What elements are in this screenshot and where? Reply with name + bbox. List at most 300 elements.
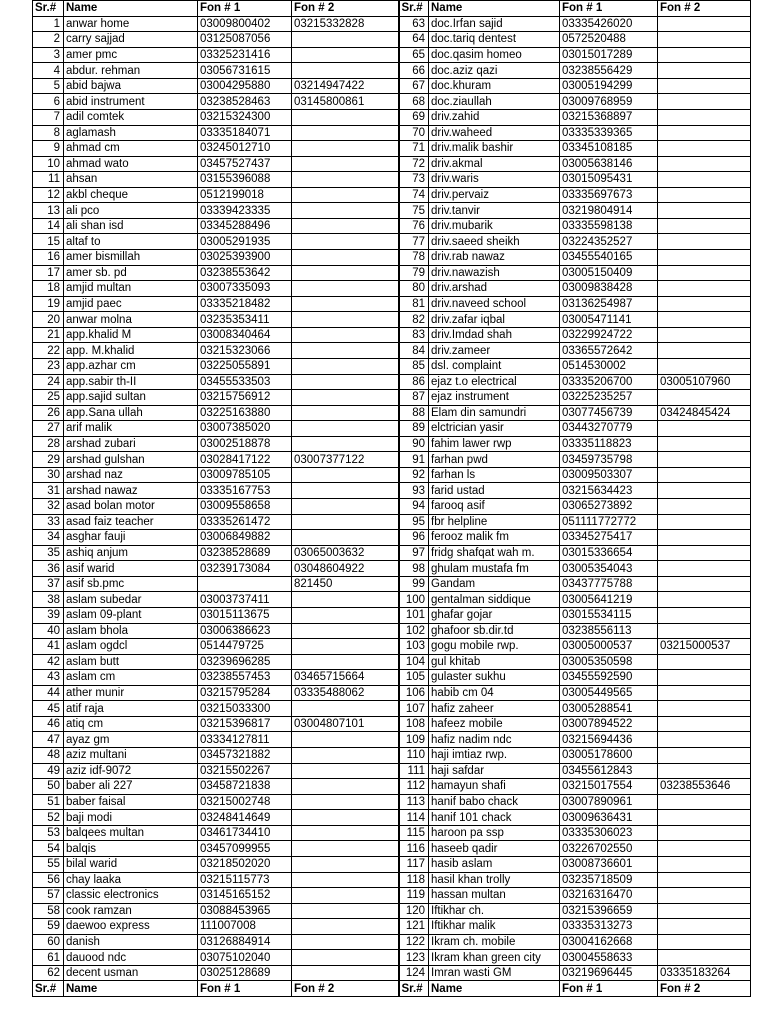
phone-2	[658, 514, 751, 530]
phone-2	[658, 390, 751, 406]
contact-name: hasib aslam	[429, 856, 560, 872]
phone-1: 03335118823	[560, 436, 658, 452]
serial-number: 86	[399, 374, 429, 390]
serial-number: 85	[399, 358, 429, 374]
table-row	[33, 172, 751, 188]
contact-name: baji modi	[64, 810, 198, 826]
table-row	[33, 141, 751, 157]
phone-2	[292, 748, 399, 764]
serial-number: 111	[399, 763, 429, 779]
header-sr-left: Sr.#	[33, 1, 64, 17]
contact-name: anwar home	[64, 16, 198, 32]
table-row	[33, 685, 751, 701]
contact-name: app.Sana ullah	[64, 405, 198, 421]
serial-number: 57	[33, 888, 64, 904]
phone-2	[658, 78, 751, 94]
phone-1: 03335313273	[560, 919, 658, 935]
table-row	[33, 841, 751, 857]
serial-number: 123	[399, 950, 429, 966]
serial-number: 48	[33, 748, 64, 764]
phone-1: 03007894522	[560, 716, 658, 732]
contact-name: arshad zubari	[64, 436, 198, 452]
phone-1: 03009785105	[198, 467, 292, 483]
phone-2	[658, 888, 751, 904]
contact-name: driv.waris	[429, 172, 560, 188]
contact-name: chay laaka	[64, 872, 198, 888]
phone-2	[658, 203, 751, 219]
phone-2	[658, 872, 751, 888]
contact-name: ferooz malik fm	[429, 530, 560, 546]
serial-number: 69	[399, 109, 429, 125]
table-row	[33, 716, 751, 732]
contact-name: decent usman	[64, 965, 198, 981]
phone-1: 03225235257	[560, 390, 658, 406]
table-row	[33, 109, 751, 125]
serial-number: 118	[399, 872, 429, 888]
contact-name: aslam subedar	[64, 592, 198, 608]
table-row	[33, 312, 751, 328]
serial-number: 24	[33, 374, 64, 390]
table-row	[33, 63, 751, 79]
phone-1: 03005150409	[560, 265, 658, 281]
serial-number: 108	[399, 716, 429, 732]
contact-name: arif malik	[64, 421, 198, 437]
phone-2	[658, 125, 751, 141]
phone-1: 03005194299	[560, 78, 658, 94]
phone-2	[292, 872, 399, 888]
phone-1: 03008340464	[198, 327, 292, 343]
contact-name: daewoo express	[64, 919, 198, 935]
serial-number: 91	[399, 452, 429, 468]
table-row	[33, 965, 751, 981]
contact-name: hanif 101 chack	[429, 810, 560, 826]
phone-2	[292, 281, 399, 297]
serial-number: 81	[399, 296, 429, 312]
serial-number: 60	[33, 934, 64, 950]
phone-1: 03457527437	[198, 156, 292, 172]
phone-1: 03334127811	[198, 732, 292, 748]
phone-2	[658, 312, 751, 328]
serial-number: 50	[33, 779, 64, 795]
contact-name: ahmad cm	[64, 141, 198, 157]
table-row	[33, 390, 751, 406]
table-row	[33, 483, 751, 499]
contact-name: akbl cheque	[64, 187, 198, 203]
phone-1: 03006849882	[198, 530, 292, 546]
phone-1: 03009838428	[560, 281, 658, 297]
phone-2	[292, 250, 399, 266]
serial-number: 77	[399, 234, 429, 250]
phone-2	[658, 218, 751, 234]
phone-1: 03009558658	[198, 499, 292, 515]
phone-1: 03065273892	[560, 499, 658, 515]
phone-2: 03007377122	[292, 452, 399, 468]
contact-name: app.khalid M	[64, 327, 198, 343]
contact-name: hasil khan trolly	[429, 872, 560, 888]
contact-name: driv.zameer	[429, 343, 560, 359]
serial-number: 107	[399, 701, 429, 717]
table-row	[33, 374, 751, 390]
phone-1: 03225055891	[198, 358, 292, 374]
table-row	[33, 265, 751, 281]
serial-number: 119	[399, 888, 429, 904]
phone-1: 03345108185	[560, 141, 658, 157]
table-row	[33, 234, 751, 250]
phone-2	[658, 358, 751, 374]
serial-number: 90	[399, 436, 429, 452]
phone-1: 03005288541	[560, 701, 658, 717]
phone-2	[292, 856, 399, 872]
table-row	[33, 47, 751, 63]
phone-1: 03224352527	[560, 234, 658, 250]
contact-name: gulaster sukhu	[429, 670, 560, 686]
contact-name: Iftikhar malik	[429, 919, 560, 935]
header-name-right: Name	[429, 1, 560, 17]
serial-number: 17	[33, 265, 64, 281]
contact-name: ather munir	[64, 685, 198, 701]
phone-2	[292, 888, 399, 904]
phone-1: 03215756912	[198, 390, 292, 406]
table-row	[33, 903, 751, 919]
phone-directory-table	[32, 0, 751, 997]
phone-1: 03457321882	[198, 748, 292, 764]
contact-name: atif raja	[64, 701, 198, 717]
phone-2	[292, 141, 399, 157]
contact-name: elctrician yasir	[429, 421, 560, 437]
phone-2	[292, 607, 399, 623]
phone-1: 03005000537	[560, 639, 658, 655]
phone-2	[658, 919, 751, 935]
phone-2	[292, 654, 399, 670]
phone-1: 03461734410	[198, 825, 292, 841]
contact-name: driv.nawazish	[429, 265, 560, 281]
phone-1: 03215115773	[198, 872, 292, 888]
phone-2	[292, 32, 399, 48]
serial-number: 19	[33, 296, 64, 312]
table-row	[33, 32, 751, 48]
contact-name: Iftikhar ch.	[429, 903, 560, 919]
phone-2	[658, 732, 751, 748]
phone-1: 03345275417	[560, 530, 658, 546]
table-row	[33, 639, 751, 655]
phone-1: 111007008	[198, 919, 292, 935]
phone-1: 03365572642	[560, 343, 658, 359]
serial-number: 116	[399, 841, 429, 857]
contact-name: aziz idf-9072	[64, 763, 198, 779]
contact-name: balqees multan	[64, 825, 198, 841]
phone-1: 03455612843	[560, 763, 658, 779]
phone-2	[658, 421, 751, 437]
phone-2	[658, 607, 751, 623]
phone-2: 03424845424	[658, 405, 751, 421]
phone-2	[658, 172, 751, 188]
phone-2	[658, 841, 751, 857]
contact-name: ashiq anjum	[64, 545, 198, 561]
phone-1: 03345288496	[198, 218, 292, 234]
phone-2	[658, 856, 751, 872]
phone-1: 03215033300	[198, 701, 292, 717]
phone-2: 03238553646	[658, 779, 751, 795]
table-row	[33, 779, 751, 795]
phone-2	[658, 296, 751, 312]
table-row	[33, 670, 751, 686]
phone-1: 03005178600	[560, 748, 658, 764]
table-row	[33, 748, 751, 764]
contact-name: doc.Irfan sajid	[429, 16, 560, 32]
contact-name: driv.rab nawaz	[429, 250, 560, 266]
phone-2	[292, 499, 399, 515]
contact-name: doc.tariq dentest	[429, 32, 560, 48]
contact-name: driv.Imdad shah	[429, 327, 560, 343]
serial-number: 76	[399, 218, 429, 234]
phone-2	[292, 374, 399, 390]
phone-1: 03239696285	[198, 654, 292, 670]
table-row	[33, 405, 751, 421]
serial-number: 88	[399, 405, 429, 421]
header-fon2-right: Fon # 2	[658, 981, 751, 997]
serial-number: 7	[33, 109, 64, 125]
contact-name: atiq cm	[64, 716, 198, 732]
contact-name: doc.khuram	[429, 78, 560, 94]
phone-2	[658, 561, 751, 577]
phone-1: 03238528463	[198, 94, 292, 110]
serial-number: 52	[33, 810, 64, 826]
table-row	[33, 545, 751, 561]
phone-1: 03125087056	[198, 32, 292, 48]
contact-name: app.sabir th-II	[64, 374, 198, 390]
phone-2	[292, 265, 399, 281]
serial-number: 110	[399, 748, 429, 764]
phone-2	[658, 592, 751, 608]
phone-2	[292, 903, 399, 919]
contact-name: ahmad wato	[64, 156, 198, 172]
serial-number: 35	[33, 545, 64, 561]
contact-name: arshad gulshan	[64, 452, 198, 468]
serial-number: 97	[399, 545, 429, 561]
phone-2	[658, 623, 751, 639]
contact-name: hassan multan	[429, 888, 560, 904]
phone-2	[292, 934, 399, 950]
phone-2	[292, 919, 399, 935]
phone-1: 03248414649	[198, 810, 292, 826]
phone-1: 03025128689	[198, 965, 292, 981]
phone-2: 03215332828	[292, 16, 399, 32]
phone-2	[292, 794, 399, 810]
contact-name: ghulam mustafa fm	[429, 561, 560, 577]
contact-name: danish	[64, 934, 198, 950]
contact-name: asif warid	[64, 561, 198, 577]
phone-2	[292, 187, 399, 203]
contact-name: Elam din samundri	[429, 405, 560, 421]
contact-name: gogu mobile rwp.	[429, 639, 560, 655]
phone-1: 03006386623	[198, 623, 292, 639]
phone-1: 03457099955	[198, 841, 292, 857]
phone-1: 03215795284	[198, 685, 292, 701]
phone-1: 03002518878	[198, 436, 292, 452]
phone-1: 03459735798	[560, 452, 658, 468]
contact-name: amjid multan	[64, 281, 198, 297]
serial-number: 109	[399, 732, 429, 748]
phone-1: 03238553642	[198, 265, 292, 281]
contact-name: amer bismillah	[64, 250, 198, 266]
phone-2	[658, 436, 751, 452]
phone-2	[658, 343, 751, 359]
table-row	[33, 16, 751, 32]
phone-1: 03215324300	[198, 109, 292, 125]
contact-name: driv.waheed	[429, 125, 560, 141]
serial-number: 53	[33, 825, 64, 841]
serial-number: 106	[399, 685, 429, 701]
serial-number: 14	[33, 218, 64, 234]
phone-2	[292, 421, 399, 437]
serial-number: 75	[399, 203, 429, 219]
table-row	[33, 576, 751, 592]
phone-2	[658, 187, 751, 203]
phone-2	[658, 281, 751, 297]
phone-1: 03215634423	[560, 483, 658, 499]
serial-number: 74	[399, 187, 429, 203]
contact-name: baber faisal	[64, 794, 198, 810]
serial-number: 92	[399, 467, 429, 483]
table-row	[33, 530, 751, 546]
phone-1: 03015017289	[560, 47, 658, 63]
serial-number: 6	[33, 94, 64, 110]
phone-2	[658, 545, 751, 561]
contact-name: arshad naz	[64, 467, 198, 483]
phone-1: 03009768959	[560, 94, 658, 110]
phone-1: 03015336654	[560, 545, 658, 561]
serial-number: 103	[399, 639, 429, 655]
serial-number: 46	[33, 716, 64, 732]
serial-number: 38	[33, 592, 64, 608]
contact-name: amjid paec	[64, 296, 198, 312]
phone-2: 03048604922	[292, 561, 399, 577]
phone-2: 03005107960	[658, 374, 751, 390]
contact-name: doc.qasim homeo	[429, 47, 560, 63]
phone-2: 03214947422	[292, 78, 399, 94]
phone-2	[658, 670, 751, 686]
contact-name: abdur. rehman	[64, 63, 198, 79]
serial-number: 100	[399, 592, 429, 608]
phone-1: 03215396659	[560, 903, 658, 919]
contact-name: haji safdar	[429, 763, 560, 779]
serial-number: 29	[33, 452, 64, 468]
phone-1: 03215323066	[198, 343, 292, 359]
serial-number: 115	[399, 825, 429, 841]
table-row	[33, 623, 751, 639]
serial-number: 94	[399, 499, 429, 515]
contact-name: driv.zahid	[429, 109, 560, 125]
table-row	[33, 218, 751, 234]
contact-name: aslam bhola	[64, 623, 198, 639]
serial-number: 63	[399, 16, 429, 32]
phone-1: 03216316470	[560, 888, 658, 904]
contact-name: driv.akmal	[429, 156, 560, 172]
serial-number: 47	[33, 732, 64, 748]
serial-number: 37	[33, 576, 64, 592]
phone-2: 03145800861	[292, 94, 399, 110]
serial-number: 98	[399, 561, 429, 577]
serial-number: 8	[33, 125, 64, 141]
phone-1: 03005449565	[560, 685, 658, 701]
header-sr-right: Sr.#	[399, 981, 429, 997]
contact-name: aziz multani	[64, 748, 198, 764]
serial-number: 25	[33, 390, 64, 406]
serial-number: 43	[33, 670, 64, 686]
serial-number: 42	[33, 654, 64, 670]
phone-2	[292, 825, 399, 841]
contact-name: ghafar gojar	[429, 607, 560, 623]
serial-number: 79	[399, 265, 429, 281]
phone-1: 03458721838	[198, 779, 292, 795]
serial-number: 44	[33, 685, 64, 701]
phone-1: 03009800402	[198, 16, 292, 32]
phone-1: 03335306023	[560, 825, 658, 841]
phone-1: 03028417122	[198, 452, 292, 468]
contact-name: ahsan	[64, 172, 198, 188]
table-row	[33, 125, 751, 141]
contact-name: app.azhar cm	[64, 358, 198, 374]
table-row	[33, 187, 751, 203]
phone-1: 03235353411	[198, 312, 292, 328]
phone-1: 03335426020	[560, 16, 658, 32]
phone-1: 03155396088	[198, 172, 292, 188]
phone-1: 03075102040	[198, 950, 292, 966]
header-name-left: Name	[64, 1, 198, 17]
contact-name: aslam 09-plant	[64, 607, 198, 623]
contact-name: farooq asif	[429, 499, 560, 515]
serial-number: 13	[33, 203, 64, 219]
contact-name: Ikram ch. mobile	[429, 934, 560, 950]
phone-1: 0514479725	[198, 639, 292, 655]
contact-name: haji imtiaz rwp.	[429, 748, 560, 764]
header-fon1-left: Fon # 1	[198, 981, 292, 997]
header-name-right: Name	[429, 981, 560, 997]
serial-number: 31	[33, 483, 64, 499]
serial-number: 54	[33, 841, 64, 857]
serial-number: 23	[33, 358, 64, 374]
serial-number: 80	[399, 281, 429, 297]
phone-2	[292, 234, 399, 250]
phone-2	[658, 934, 751, 950]
serial-number: 101	[399, 607, 429, 623]
serial-number: 12	[33, 187, 64, 203]
phone-1: 03007385020	[198, 421, 292, 437]
phone-2	[292, 203, 399, 219]
table-row	[33, 452, 751, 468]
phone-1: 03136254987	[560, 296, 658, 312]
contact-name: asghar fauji	[64, 530, 198, 546]
phone-2: 03215000537	[658, 639, 751, 655]
serial-number: 36	[33, 561, 64, 577]
serial-number: 34	[33, 530, 64, 546]
serial-number: 95	[399, 514, 429, 530]
contact-name: Ikram khan green city	[429, 950, 560, 966]
phone-1: 03005354043	[560, 561, 658, 577]
table-row	[33, 701, 751, 717]
phone-1: 03005471141	[560, 312, 658, 328]
phone-1: 03238556113	[560, 623, 658, 639]
phone-1: 03335206700	[560, 374, 658, 390]
table-row	[33, 499, 751, 515]
serial-number: 117	[399, 856, 429, 872]
contact-name: baber ali 227	[64, 779, 198, 795]
phone-1: 051111772772	[560, 514, 658, 530]
serial-number: 27	[33, 421, 64, 437]
phone-2	[292, 965, 399, 981]
contact-name: driv.naveed school	[429, 296, 560, 312]
table-row	[33, 810, 751, 826]
